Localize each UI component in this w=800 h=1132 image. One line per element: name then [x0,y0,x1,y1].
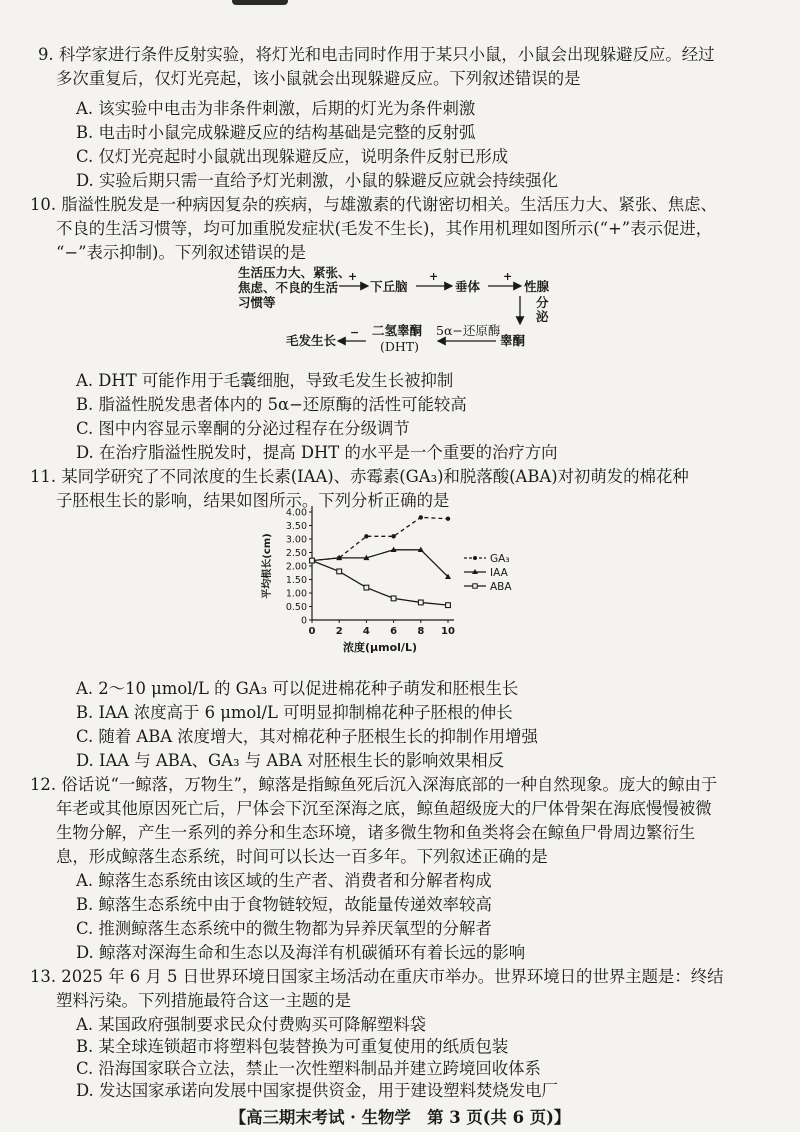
flow-testosterone: 睾酮 [500,333,526,348]
q10-option-c: C. 图中内容显示睾酮的分泌过程存在分级调节 [76,419,410,438]
flow-source-line-3: 习惯等 [238,295,276,310]
y-tick-label: 2.00 [285,561,307,573]
q11-option-b: B. IAA 浓度高于 6 μmol/L 可明显抑制棉花种子胚根的伸长 [76,703,513,722]
y-tick-label: 2.50 [285,548,307,559]
flow-plus-1: + [348,270,358,283]
q9-option-a: A. 该实验中电击为非条件刺激，后期的灯光为条件刺激 [76,99,476,118]
q9-option-b: B. 电击时小鼠完成躲避反应的结构基础是完整的反射弧 [76,123,476,142]
data-point-ABA [446,603,451,608]
q9-option-c: C. 仅灯光亮起时小鼠就出现躲避反应，说明条件反射已形成 [76,147,509,166]
page-footer: 【高三期末考试 · 生物学 第 3 页(共 6 页)】 [229,1108,571,1127]
q12-option-c: C. 推测鲸落生态系统中的微生物都为异养厌氧型的分解者 [76,919,492,938]
data-point-GA₃ [446,517,450,521]
q12-option-a: A. 鲸落生态系统由该区域的生产者、消费者和分解者构成 [76,871,492,890]
legend-label-IAA: IAA [490,567,508,579]
flow-hair-growth: 毛发生长 [286,333,337,348]
flow-gonad: 性腺 [524,279,550,294]
series-line-ABA [312,561,448,606]
x-tick-label: 4 [362,626,370,637]
q12-stem-line-1: 12. 俗话说“一鲸落，万物生”，鲸落是指鲸鱼死后沉入深海底部的一种自然现象。庞大的鲸由于 [30,775,718,794]
q10-option-b: B. 脂溢性脱发患者体内的 5α−还原酶的活性可能较高 [76,395,467,414]
x-tick-label: 8 [417,626,425,637]
q9-stem-line-1: 9. 科学家进行条件反射实验，将灯光和电击同时作用于某只小鼠，小鼠会出现躲避反应。经过 [38,45,715,64]
q12-stem-line-3: 生物分解，产生一系列的养分和生态环境，诸多微生物和鱼类将会在鲸鱼尸骨周边繁衍生 [56,823,696,842]
y-tick-label: 0 [300,615,307,627]
q13-option-a: A. 某国政府强制要求民众付费购买可降解塑料袋 [76,1015,427,1034]
data-point-ABA [364,585,369,590]
q10-stem-line-3: “−”表示抑制)。下列叙述错误的是 [56,243,306,262]
x-axis-label: 浓度(μmol/L) [343,641,417,654]
y-axis-label: 平均根长(cm) [262,533,273,599]
flow-secrete-label: 分泌 [536,295,549,324]
series-line-IAA [312,550,448,577]
x-tick-label: 2 [335,626,343,637]
hormone-flow-diagram [238,262,568,354]
q12-option-d: D. 鲸落对深海生命和生态以及海洋有机碳循环有着长远的影响 [76,943,526,962]
q11-option-a: A. 2～10 μmol/L 的 GA₃ 可以促进棉花种子萌发和胚根生长 [76,679,519,698]
x-tick-label: 10 [441,626,455,637]
q11-stem-line-2: 子胚根生长的影响，结果如图所示。下列分析正确的是 [56,491,450,510]
flow-plus-2: + [429,270,439,283]
data-point-GA₃ [364,534,368,538]
data-point-ABA [310,558,315,563]
q12-option-b: B. 鲸落生态系统中由于食物链较短，故能量传递效率较高 [76,895,492,914]
q10-option-a: A. DHT 可能作用于毛囊细胞，导致毛发生长被抑制 [76,371,454,390]
q13-option-b: B. 某全球连锁超市将塑料包装替换为可重复使用的纸质包装 [76,1037,509,1056]
q10-stem-line-2: 不良的生活习惯等，均可加重脱发症状(毛发不生长)，其作用机理如图所示(“+”表示促进， [56,219,713,238]
q12-stem-line-2: 年老或其他原因死亡后，尸体会下沉至深海之底，鲸鱼超级庞大的尸体骨架在海底慢慢被微 [56,799,712,818]
q9-stem-line-2: 多次重复后，仅灯光亮起，该小鼠就会出现躲避反应。下列叙述错误的是 [56,69,581,88]
flow-hypothalamus: 下丘脑 [370,279,408,294]
x-tick-label: 0 [308,626,316,637]
q11-option-d: D. IAA 与 ABA、GA₃ 与 ABA 对胚根生长的影响效果相反 [76,751,504,770]
q9-option-d: D. 实验后期只需一直给予灯光刺激，小鼠的躲避反应就会持续强化 [76,171,558,190]
root-length-line-chart [258,500,548,670]
legend-marker-ABA [473,584,477,588]
flow-dht: 二氢睾酮 [372,323,423,338]
y-tick-label: 3.50 [285,521,307,532]
q11-stem-line-1: 11. 某同学研究了不同浓度的生长素(IAA)、赤霉素(GA₃)和脱落酸(ABA)对初萌发的棉花种 [30,467,689,486]
flow-enzyme: 5α−还原酶 [436,323,501,338]
y-tick-label: 4.00 [285,507,307,519]
flow-minus: − [350,326,360,339]
legend-label-ABA: ABA [490,581,512,593]
q13-stem-line-2: 塑料污染。下列措施最符合这一主题的是 [56,991,352,1010]
y-tick-label: 0.50 [285,602,307,613]
x-tick-label: 6 [390,626,398,637]
y-tick-label: 1.00 [285,588,307,600]
q12-stem-line-4: 息，形成鲸落生态系统，时间可以长达一百多年。下列叙述正确的是 [56,847,548,866]
flow-plus-3: + [503,270,513,283]
y-tick-label: 3.00 [285,534,307,546]
flow-source-line-2: 焦虑、不良的生活 [238,280,339,295]
data-point-ABA [391,596,396,601]
legend-marker-GA₃ [473,556,477,560]
data-point-GA₃ [419,515,423,519]
data-point-GA₃ [391,534,395,538]
flow-source-line-1: 生活压力大、紧张、 [238,265,351,280]
flow-dht-abbr: (DHT) [380,339,420,354]
q13-stem-line-1: 13. 2025 年 6 月 5 日世界环境日国家主场活动在重庆市举办。世界环境日的世界主题是：终结 [30,967,724,986]
q10-option-d: D. 在治疗脂溢性脱发时，提高 DHT 的水平是一个重要的治疗方向 [76,443,558,462]
q10-stem-line-1: 10. 脂溢性脱发是一种病因复杂的疾病，与雄激素的代谢密切相关。生活压力大、紧张、焦虑、 [30,195,717,214]
flow-pituitary: 垂体 [455,279,481,294]
data-point-ABA [418,600,423,605]
y-tick-label: 1.50 [285,575,307,586]
q11-option-c: C. 随着 ABA 浓度增大，其对棉花种子胚根生长的抑制作用增强 [76,727,538,746]
legend-label-GA₃: GA₃ [490,553,510,565]
data-point-ABA [337,569,342,574]
q13-option-d: D. 发达国家承诺向发展中国家提供资金，用于建设塑料焚烧发电厂 [76,1081,558,1100]
q13-option-c: C. 沿海国家联合立法，禁止一次性塑料制品并建立跨境回收体系 [76,1059,541,1078]
